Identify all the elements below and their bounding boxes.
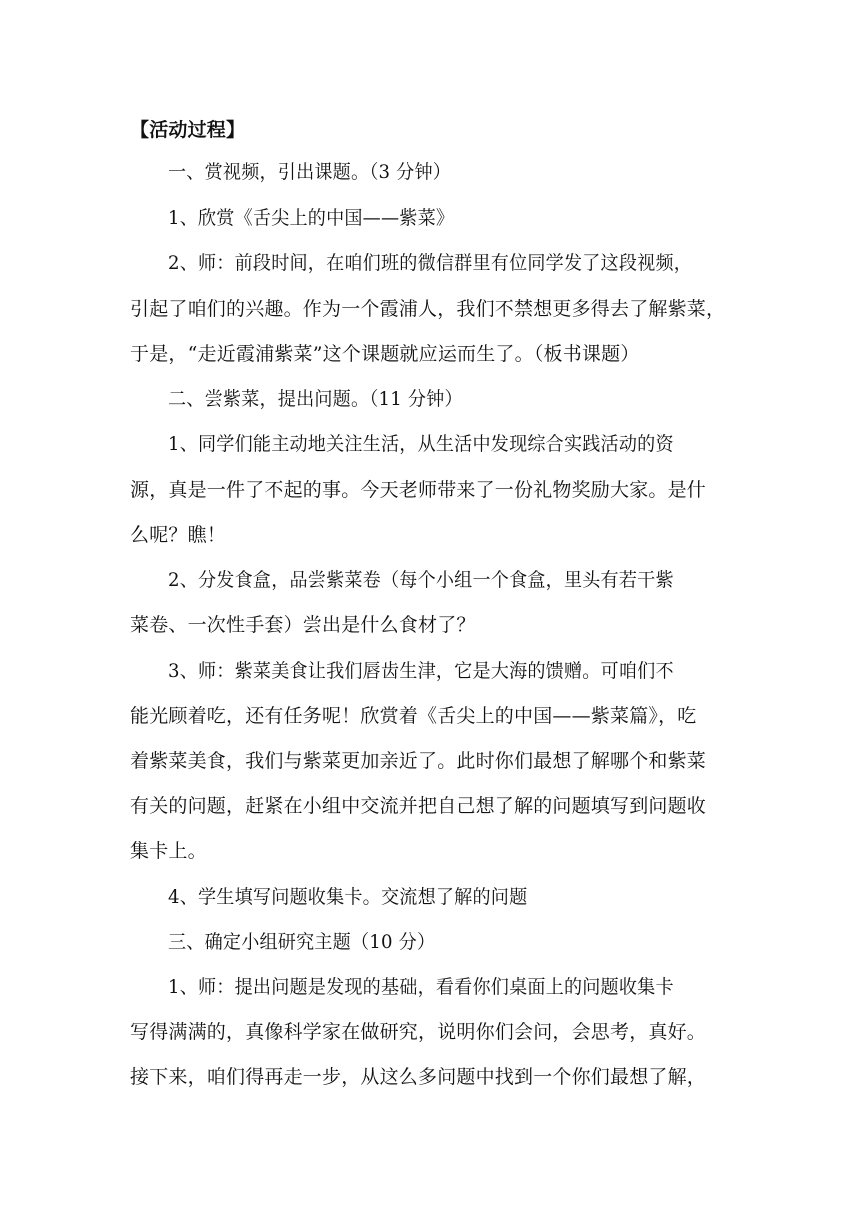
paragraph-line: 有关的问题，赶紧在小组中交流并把自己想了解的问题填写到问题收	[130, 795, 707, 817]
paragraph-line: 4、学生填写问题收集卡。交流想了解的问题	[168, 886, 528, 908]
section-heading: 【活动过程】	[130, 119, 246, 141]
paragraph-line: 于是，“走近霞浦紫菜”这个课题就应运而生了。（板书课题）	[130, 343, 640, 365]
paragraph-line: 源，真是一件了不起的事。今天老师带来了一份礼物奖励大家。是什	[130, 479, 707, 501]
section-title-2: 二、尝紫菜，提出问题。（11 分钟）	[168, 388, 463, 410]
section-title-1: 一、赏视频，引出课题。（3 分钟）	[168, 161, 452, 183]
paragraph-line: 1、师：提出问题是发现的基础，看看你们桌面上的问题收集卡	[168, 976, 674, 998]
paragraph-line: 写得满满的，真像科学家在做研究，说明你们会问，会思考，真好。	[130, 1021, 707, 1043]
paragraph-line: 1、欣赏《舌尖上的中国——紫菜》	[168, 207, 455, 229]
paragraph-line: 2、分发食盒，品尝紫菜卷（每个小组一个食盒，里头有若干紫	[168, 569, 674, 591]
section-title-3: 三、确定小组研究主题（10 分）	[168, 931, 436, 953]
paragraph-line: 3、师：紫菜美食让我们唇齿生津，它是大海的馈赠。可咱们不	[168, 660, 674, 682]
paragraph-line: 菜卷、一次性手套）尝出是什么食材了？	[130, 614, 476, 636]
paragraph-line: 2、师：前段时间，在咱们班的微信群里有位同学发了这段视频，	[168, 252, 693, 274]
paragraph-line: 引起了咱们的兴趣。作为一个霞浦人，我们不禁想更多得去了解紫菜，	[130, 298, 726, 320]
paragraph-line: 1、同学们能主动地关注生活，从生活中发现综合实践活动的资	[168, 433, 674, 455]
paragraph-line: 着紫菜美食，我们与紫菜更加亲近了。此时你们最想了解哪个和紫菜	[130, 750, 707, 772]
paragraph-line: 能光顾着吃，还有任务呢！欣赏着《舌尖上的中国——紫菜篇》，吃	[130, 705, 697, 727]
paragraph-line: 么呢？瞧！	[130, 524, 227, 546]
paragraph-line: 集卡上。	[130, 840, 207, 862]
paragraph-line: 接下来，咱们得再走一步，从这么多问题中找到一个你们最想了解，	[130, 1066, 707, 1088]
